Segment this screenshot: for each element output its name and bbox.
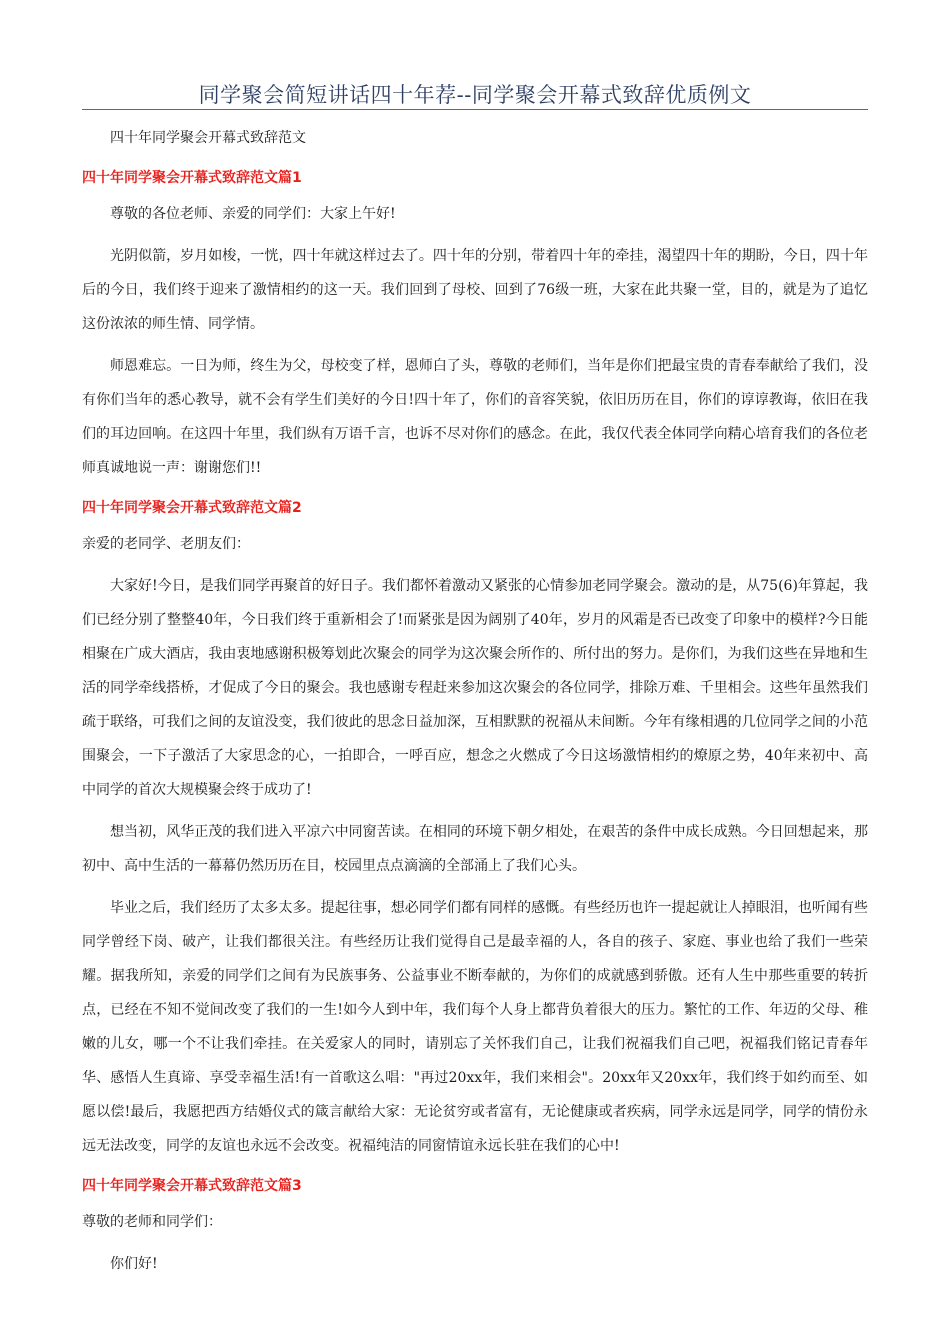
paragraph: 毕业之后，我们经历了太多太多。提起往事，想必同学们都有同样的感慨。有些经历也许一提起就让人掉眼泪，也听闻有些同学曾经下岗、破产，让我们都很关注。有些经历让我们觉得自己是最幸福的人，各自的孩子、家庭、事业也给了我们一些荣耀。据我所知，亲爱的同学们之间有为民族事务、公益事业不断奉献的，为你们的成就感到骄傲。还有人生中那些重要的转折点，已经在不知不觉间改变了我们的一生!如今人到中年，我们每个人身上都背负着很大的压力。繁忙的工作、年迈的父母、稚嫩的儿女，哪一个不让我们牵挂。在关爱家人的同时，请别忘了关怀我们自己，让我们祝福我们自己吧，祝福我们铭记青春年华、感悟人生真谛、享受幸福生活!有一首歌这么唱："再过20xx年，我们来相会"。20xx年又20xx年，我们终于如约而至、如愿以偿!最后，我愿把西方结婚仪式的箴言献给大家：无论贫穷或者富有，无论健康或者疾病，同学永远是同学，同学的情份永远无法改变，同学的友谊也永远不会改变。祝福纯洁的同窗情谊永远长驻在我们的心中! bbox=[82, 900, 868, 1154]
salutation: 亲爱的老同学、老朋友们： bbox=[82, 536, 250, 552]
paragraph: 光阴似箭，岁月如梭，一恍，四十年就这样过去了。四十年的分别，带着四十年的牵挂，渴望四十年的期盼，今日，四十年后的今日，我们终于迎来了激情相约的这一天。我们回到了母校、回到了76级一班，大家在此共聚一堂，目的，就是为了追忆这份浓浓的师生情、同学情。 bbox=[82, 248, 868, 332]
document-body bbox=[82, 121, 868, 1281]
section-heading: 四十年同学聚会开幕式致辞范文篇2 bbox=[82, 500, 302, 516]
paragraph: 想当初，风华正茂的我们进入平凉六中同窗苦读。在相同的环境下朝夕相处，在艰苦的条件中成长成熟。今日回想起来，那初中、高中生活的一幕幕仍然历历在目，校园里点点滴滴的全部涌上了我们心头。 bbox=[82, 824, 868, 874]
section-1 bbox=[82, 161, 868, 485]
section-heading: 四十年同学聚会开幕式致辞范文篇1 bbox=[82, 170, 302, 186]
document-title: 同学聚会简短讲话四十年荐--同学聚会开幕式致辞优质例文 bbox=[198, 83, 752, 107]
section-2 bbox=[82, 491, 868, 1163]
paragraph: 你们好! bbox=[110, 1256, 158, 1272]
document-subtitle: 四十年同学聚会开幕式致辞范文 bbox=[110, 130, 306, 146]
paragraph: 师恩难忘。一日为师，终生为父，母校变了样，恩师白了头，尊敬的老师们，当年是你们把最宝贵的青春奉献给了我们，没有你们当年的悉心教导，就不会有学生们美好的今日!四十年了，你们的音容笑貌，依旧历历在目，你们的谆谆教诲，依旧在我们的耳边回响。在这四十年里，我们纵有万语千言，也诉不尽对你们的感念。在此，我仅代表全体同学向精心培育我们的各位老师真诚地说一声：谢谢您们!! bbox=[82, 358, 868, 476]
salutation: 尊敬的各位老师、亲爱的同学们：大家上午好! bbox=[110, 206, 396, 222]
salutation: 尊敬的老师和同学们： bbox=[82, 1214, 222, 1230]
section-3 bbox=[82, 1169, 868, 1281]
section-heading: 四十年同学聚会开幕式致辞范文篇3 bbox=[82, 1178, 302, 1194]
paragraph: 大家好!今日，是我们同学再聚首的好日子。我们都怀着激动又紧张的心情参加老同学聚会。激动的是，从75(6)年算起，我们已经分别了整整40年，今日我们终于重新相会了!而紧张是因为阔别了40年，岁月的风霜是否已改变了印象中的模样?今日能相聚在广成大酒店，我由衷地感谢积极筹划此次聚会的同学为这次聚会所作的、所付出的努力。是你们，为我们这些在异地和生活的同学牵线搭桥，才促成了今日的聚会。我也感谢专程赶来参加这次聚会的各位同学，排除万难、千里相会。这些年虽然我们疏于联络，可我们之间的友谊没变，我们彼此的思念日益加深，互相默默的祝福从未间断。今年有缘相遇的几位同学之间的小范围聚会，一下子激活了大家思念的心，一拍即合，一呼百应，想念之火燃成了今日这场激情相约的燎原之势，40年来初中、高中同学的首次大规模聚会终于成功了! bbox=[82, 578, 868, 798]
title-underline bbox=[82, 109, 868, 110]
